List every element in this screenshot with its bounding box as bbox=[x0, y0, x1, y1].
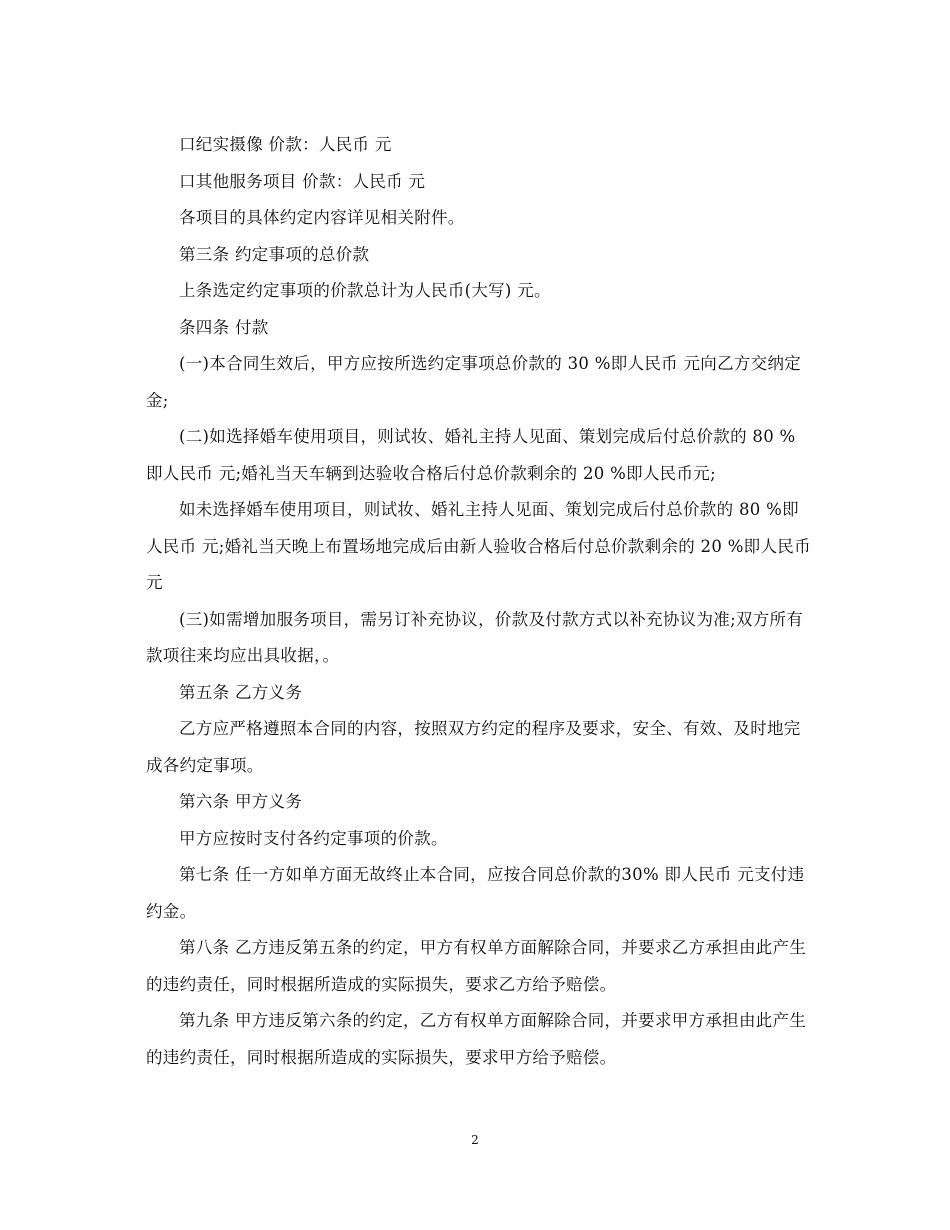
paragraph: 第七条 任一方如单方面无故终止本合同，应按合同总价款的30% 即人民币 元支付违约金。 bbox=[146, 865, 805, 921]
section-heading: 第三条 约定事项的总价款 bbox=[179, 244, 370, 264]
paragraph: 乙方应严格遵照本合同的内容，按照双方约定的程序及要求，安全、有效、及时地完成各约定事项。 bbox=[146, 719, 801, 775]
paragraph: 上条选定约定事项的价款总计为人民币(大写) 元。 bbox=[179, 281, 551, 300]
section-heading: 第六条 甲方义务 bbox=[179, 792, 303, 811]
section-heading: 条四条 付款 bbox=[179, 317, 269, 337]
paragraph: (二)如选择婚车使用项目，则试妆、婚礼主持人见面、策划完成后付总价款的 80 %即人民币 元;婚礼当天车辆到达验收合格后付总价款剩余的 20 %即人民币元; bbox=[146, 427, 796, 483]
page-number: 2 bbox=[471, 1133, 479, 1147]
paragraph: 口其他服务项目 价款：人民币 元 bbox=[179, 171, 426, 191]
paragraph: 甲方应按时支付各约定事项的价款。 bbox=[179, 828, 448, 848]
paragraph: 口纪实摄像 价款：人民币 元 bbox=[179, 135, 392, 154]
paragraph: (一)本合同生效后，甲方应按所选约定事项总价款的 30 %即人民币 元向乙方交纳定金; bbox=[146, 354, 802, 410]
paragraph: (三)如需增加服务项目，需另订补充协议，价款及付款方式以补充协议为准;双方所有款项往来均应出具收据，。 bbox=[146, 609, 804, 665]
section-heading: 第五条 乙方义务 bbox=[179, 682, 303, 702]
paragraph: 第八条 乙方违反第五条的约定，甲方有权单方面解除合同，并要求乙方承担由此产生的违约责任，同时根据所造成的实际损失，要求乙方给予赔偿。 bbox=[146, 938, 807, 994]
document-body bbox=[146, 127, 812, 1076]
paragraph: 第九条 甲方违反第六条的约定，乙方有权单方面解除合同，并要求甲方承担由此产生的违约责任，同时根据所造成的实际损失，要求甲方给予赔偿。 bbox=[146, 1011, 807, 1067]
paragraph: 如未选择婚车使用项目，则试妆、婚礼主持人见面、策划完成后付总价款的 80 %即人民币 元;婚礼当天晚上布置场地完成后由新人验收合格后付总价款剩余的 20 %即人民币 元 bbox=[146, 500, 811, 592]
paragraph: 各项目的具体约定内容详见相关附件。 bbox=[179, 208, 465, 227]
